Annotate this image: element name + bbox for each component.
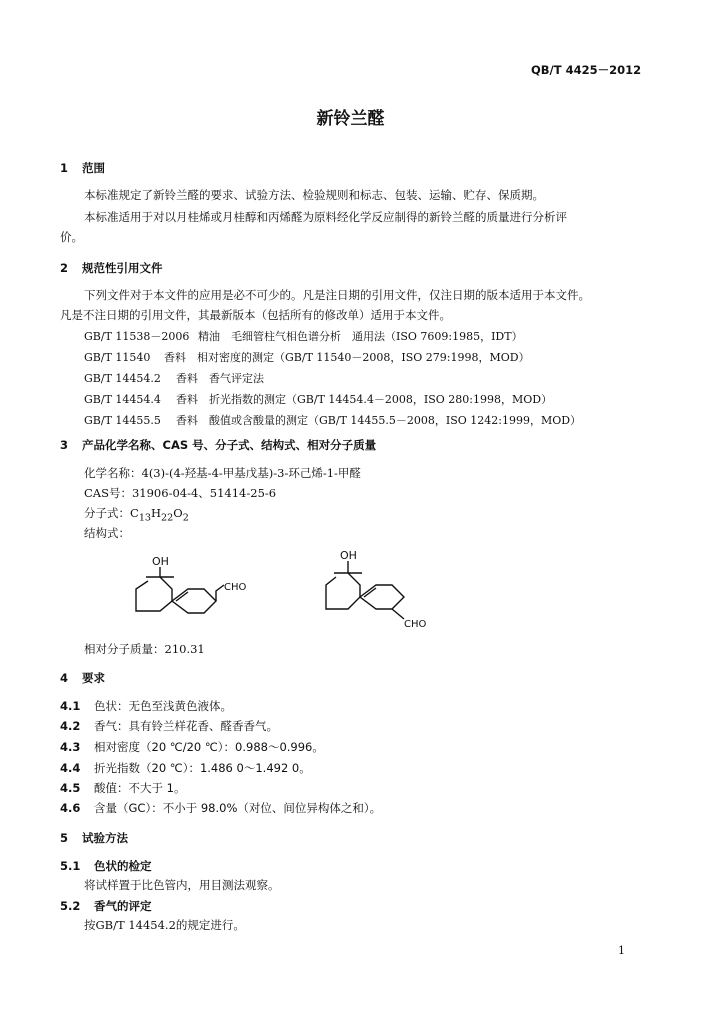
cho-label: CHO bbox=[404, 619, 427, 630]
reference-code: GB/T 11538－2006 bbox=[84, 330, 190, 343]
item-text: 香气：具有铃兰样花香、醛香香气。 bbox=[94, 719, 278, 733]
reference-code: GB/T 14455.5 bbox=[84, 414, 161, 427]
reference-code: GB/T 14454.2 bbox=[84, 372, 161, 385]
reference-code: GB/T 11540 bbox=[84, 351, 151, 364]
item-text: 酸值：不大于 1。 bbox=[94, 781, 186, 795]
requirement-item bbox=[60, 800, 381, 816]
formula-element: C bbox=[130, 506, 139, 520]
section-2-heading bbox=[60, 260, 163, 276]
cyclohexene-ring bbox=[360, 585, 404, 609]
formula-element: H bbox=[151, 506, 162, 520]
paragraph-line: 按GB/T 14454.2的规定进行。 bbox=[84, 918, 245, 932]
paragraph-line: 凡是不注日期的引用文件，其最新版本（包括所有的修改单）适用于本文件。 bbox=[60, 308, 451, 322]
paragraph-line: 将试样置于比色管内，用目测法观察。 bbox=[84, 878, 280, 892]
section-number: 3 bbox=[60, 438, 69, 452]
standard-number: QB/T 4425－2012 bbox=[531, 63, 642, 77]
aldehyde-bond bbox=[392, 609, 404, 619]
reference-text: 香料 相对密度的测定（GB/T 11540－2008，ISO 279:1998，MOD） bbox=[164, 351, 530, 364]
structure-meta bbox=[326, 561, 404, 619]
section-1-heading bbox=[60, 160, 105, 176]
subsection-5-2-heading bbox=[60, 898, 152, 914]
subsection-number: 5.1 bbox=[60, 859, 81, 873]
item-text: 折光指数（20 ℃）：1.486 0～1.492 0。 bbox=[94, 761, 311, 775]
paragraph-line: 本标准适用于对以月桂烯或月桂醇和丙烯醛为原料经化学反应制得的新铃兰醛的质量进行分析评 bbox=[84, 210, 567, 224]
document-title: 新铃兰醛 bbox=[316, 109, 385, 129]
item-number: 4.2 bbox=[60, 719, 81, 733]
item-number: 4.6 bbox=[60, 801, 81, 815]
cyclohexene-ring bbox=[172, 589, 216, 613]
formula-element: O bbox=[173, 506, 183, 520]
item-number: 4.1 bbox=[60, 699, 81, 713]
requirement-item bbox=[60, 760, 311, 776]
subsection-number: 5.2 bbox=[60, 899, 81, 913]
section-title: 要求 bbox=[82, 671, 105, 685]
section-5-heading bbox=[60, 830, 128, 846]
paragraph-line: 价。 bbox=[60, 230, 83, 244]
formula-subscript: 13 bbox=[138, 512, 152, 524]
oh-label: OH bbox=[340, 549, 357, 562]
section-number: 1 bbox=[60, 161, 69, 175]
formula-label: 分子式： bbox=[84, 506, 130, 520]
item-number: 4.5 bbox=[60, 781, 81, 795]
reference-item bbox=[84, 370, 264, 386]
section-title: 试验方法 bbox=[82, 831, 128, 845]
side-chain bbox=[136, 567, 174, 611]
item-text: 色状：无色至浅黄色液体。 bbox=[94, 699, 232, 713]
section-3-heading bbox=[60, 437, 376, 453]
section-4-heading bbox=[60, 670, 105, 686]
cho-label: CHO bbox=[224, 582, 247, 593]
reference-item bbox=[84, 328, 523, 344]
oh-label: OH bbox=[152, 555, 169, 568]
structural-formulas bbox=[120, 545, 440, 635]
section-title: 规范性引用文件 bbox=[82, 261, 163, 275]
structure-para bbox=[136, 567, 224, 613]
formula-subscript: 2 bbox=[182, 512, 189, 524]
page-number: 1 bbox=[618, 944, 625, 957]
subsection-title: 香气的评定 bbox=[94, 899, 152, 913]
side-chain bbox=[326, 561, 362, 609]
requirement-item bbox=[60, 698, 232, 714]
requirement-item bbox=[60, 739, 324, 755]
item-number: 4.4 bbox=[60, 761, 81, 775]
formula-subscript: 22 bbox=[161, 512, 174, 524]
section-number: 2 bbox=[60, 261, 69, 275]
section-number: 4 bbox=[60, 671, 69, 685]
reference-item bbox=[84, 391, 552, 407]
item-number: 4.3 bbox=[60, 740, 81, 754]
reference-code: GB/T 14454.4 bbox=[84, 393, 161, 406]
section-title: 范围 bbox=[82, 161, 105, 175]
cas-number: CAS号：31906-04-4、51414-25-6 bbox=[84, 486, 277, 500]
section-title: 产品化学名称、CAS 号、分子式、结构式、相对分子质量 bbox=[82, 438, 377, 452]
paragraph-line: 下列文件对于本文件的应用是必不可少的。凡是注日期的引用文件，仅注日期的版本适用于本文件。 bbox=[84, 288, 590, 302]
requirement-item bbox=[60, 718, 278, 734]
item-text: 含量（GC）：不小于 98.0%（对位、间位异构体之和）。 bbox=[94, 801, 382, 815]
reference-text: 香料 酸值或含酸量的测定（GB/T 14455.5－2008，ISO 1242:1999，MOD） bbox=[176, 414, 582, 427]
paragraph-line: 本标准规定了新铃兰醛的要求、试验方法、检验规则和标志、包装、运输、贮存、保质期。 bbox=[84, 188, 544, 202]
reference-item bbox=[84, 349, 530, 365]
item-text: 相对密度（20 ℃/20 ℃）：0.988～0.996。 bbox=[94, 740, 324, 754]
reference-text: 香料 折光指数的测定（GB/T 14454.4－2008，ISO 280:1998，MOD） bbox=[176, 393, 553, 406]
reference-text: 精油 毛细管柱气相色谱分析 通用法（ISO 7609:1985，IDT） bbox=[198, 330, 523, 343]
molecular-mass: 相对分子质量：210.31 bbox=[84, 642, 205, 656]
section-number: 5 bbox=[60, 831, 69, 845]
requirement-item bbox=[60, 780, 185, 796]
subsection-title: 色状的检定 bbox=[94, 859, 152, 873]
chemical-name: 化学名称：4(3)-(4-羟基-4-甲基戊基)-3-环己烯-1-甲醛 bbox=[84, 466, 361, 480]
aldehyde-bond bbox=[216, 585, 224, 601]
reference-item bbox=[84, 412, 581, 428]
structure-label: 结构式： bbox=[84, 526, 130, 540]
subsection-5-1-heading bbox=[60, 858, 152, 874]
reference-text: 香料 香气评定法 bbox=[176, 372, 264, 385]
